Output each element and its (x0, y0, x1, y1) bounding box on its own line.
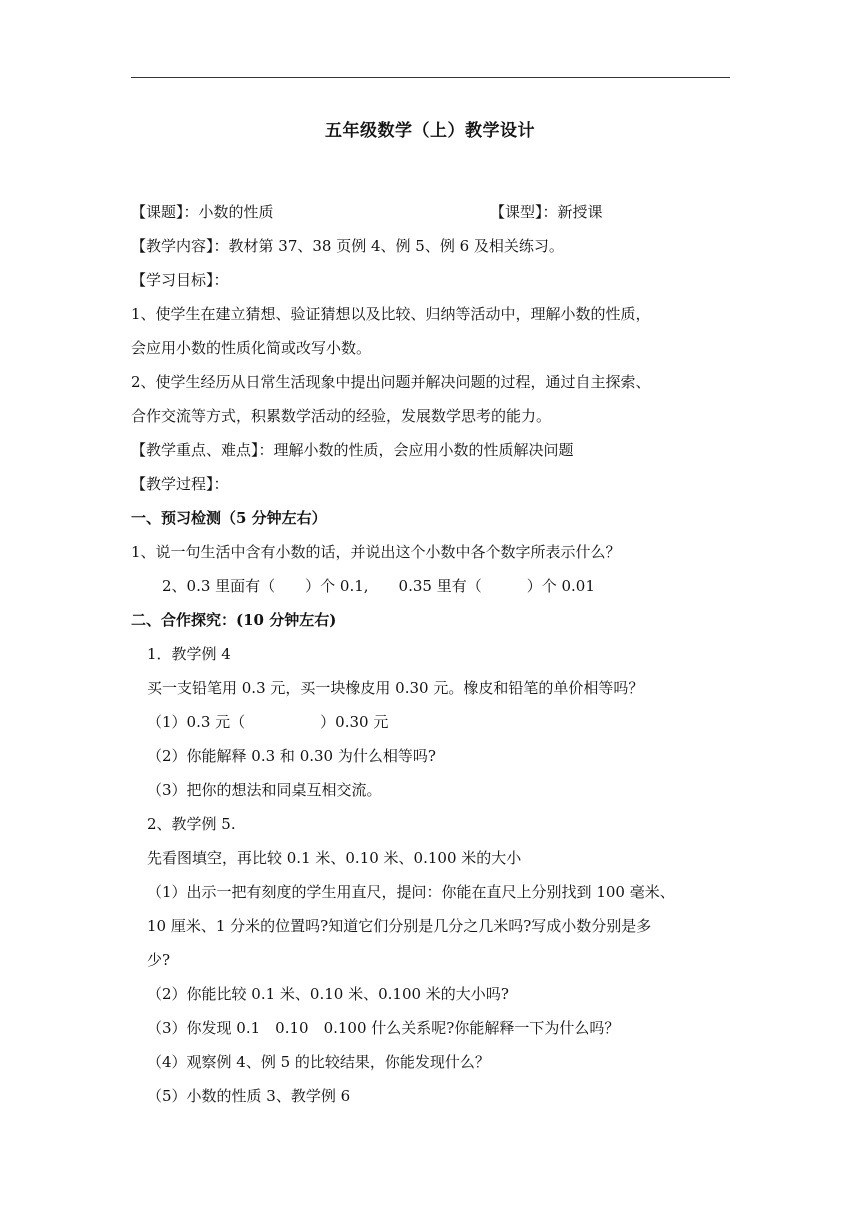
topic-row (131, 202, 274, 222)
key-points-label: 【教学重点、难点】： (131, 441, 274, 459)
objective-line: 合作交流等方式，积累数学活动的经验，发展数学思考的能力。 (131, 407, 552, 425)
header-rule (131, 77, 730, 78)
process-label: 【教学过程】： (131, 475, 229, 493)
objectives-label: 【学习目标】： (131, 271, 229, 289)
section2-line: （2）你能比较 0.1 米、0.10 米、0.100 米的大小吗? (147, 985, 509, 1003)
section2-heading: 二、合作探究：(10 分钟左右) (131, 611, 337, 629)
objective-line: 1、使学生在建立猜想、验证猜想以及比较、归纳等活动中，理解小数的性质， (131, 305, 651, 323)
lesson-type-row (490, 202, 603, 222)
section1-heading: 一、预习检测（5 分钟左右） (131, 509, 327, 527)
section2-line: 少? (147, 951, 171, 969)
content-value: 教材第 37、38 页例 4、例 5、例 6 及相关练习。 (228, 237, 564, 255)
section2-line: （3）把你的想法和同桌互相交流。 (147, 781, 382, 799)
objective-line: 2、使学生经历从日常生活现象中提出问题并解决问题的过程，通过自主探索、 (131, 373, 651, 391)
content-label: 【教学内容】： (131, 237, 229, 255)
section1-line: 1、说一句生活中含有小数的话，并说出这个小数中各个数字所表示什么？ (131, 543, 621, 561)
lesson-type-label: 【课型】： (490, 203, 558, 221)
topic-value: 小数的性质 (198, 203, 274, 221)
section2-line: （3）你发现 0.1 0.10 0.100 什么关系呢?你能解释一下为什么吗？ (147, 1019, 620, 1037)
section2-line: （1）出示一把有刻度的学生用直尺，提问：你能在直尺上分别找到 100 毫米、 (147, 883, 675, 901)
section2-line: （5）小数的性质 3、教学例 6 (147, 1087, 351, 1105)
section2-line: 10 厘米、1 分米的位置吗?知道它们分别是几分之几米吗?写成小数分别是多 (147, 917, 652, 935)
section2-line: （4）观察例 4、例 5 的比较结果，你能发现什么？ (147, 1053, 490, 1071)
section2-line: 1．教学例 4 (147, 645, 231, 663)
section1-line: 2、0.3 里面有（ ）个 0.1, 0.35 里有（ ）个 0.01 (162, 577, 595, 595)
section2-line: （2）你能解释 0.3 和 0.30 为什么相等吗? (147, 747, 436, 765)
topic-label: 【课题】： (131, 203, 199, 221)
key-points-row (131, 440, 574, 460)
content-row (131, 236, 564, 256)
lesson-type-value: 新授课 (557, 203, 603, 221)
section2-line: （1）0.3 元（ ）0.30 元 (147, 713, 389, 731)
key-points-value: 理解小数的性质，会应用小数的性质解决问题 (273, 441, 574, 459)
document-title: 五年级数学（上）教学设计 (325, 121, 535, 141)
section2-line: 2、教学例 5. (147, 815, 236, 833)
section2-line: 买一支铅笔用 0.3 元，买一块橡皮用 0.30 元。橡皮和铅笔的单价相等吗？ (147, 679, 644, 697)
objective-line: 会应用小数的性质化简或改写小数。 (131, 339, 372, 357)
section2-line: 先看图填空，再比较 0.1 米、0.10 米、0.100 米的大小 (147, 849, 522, 867)
